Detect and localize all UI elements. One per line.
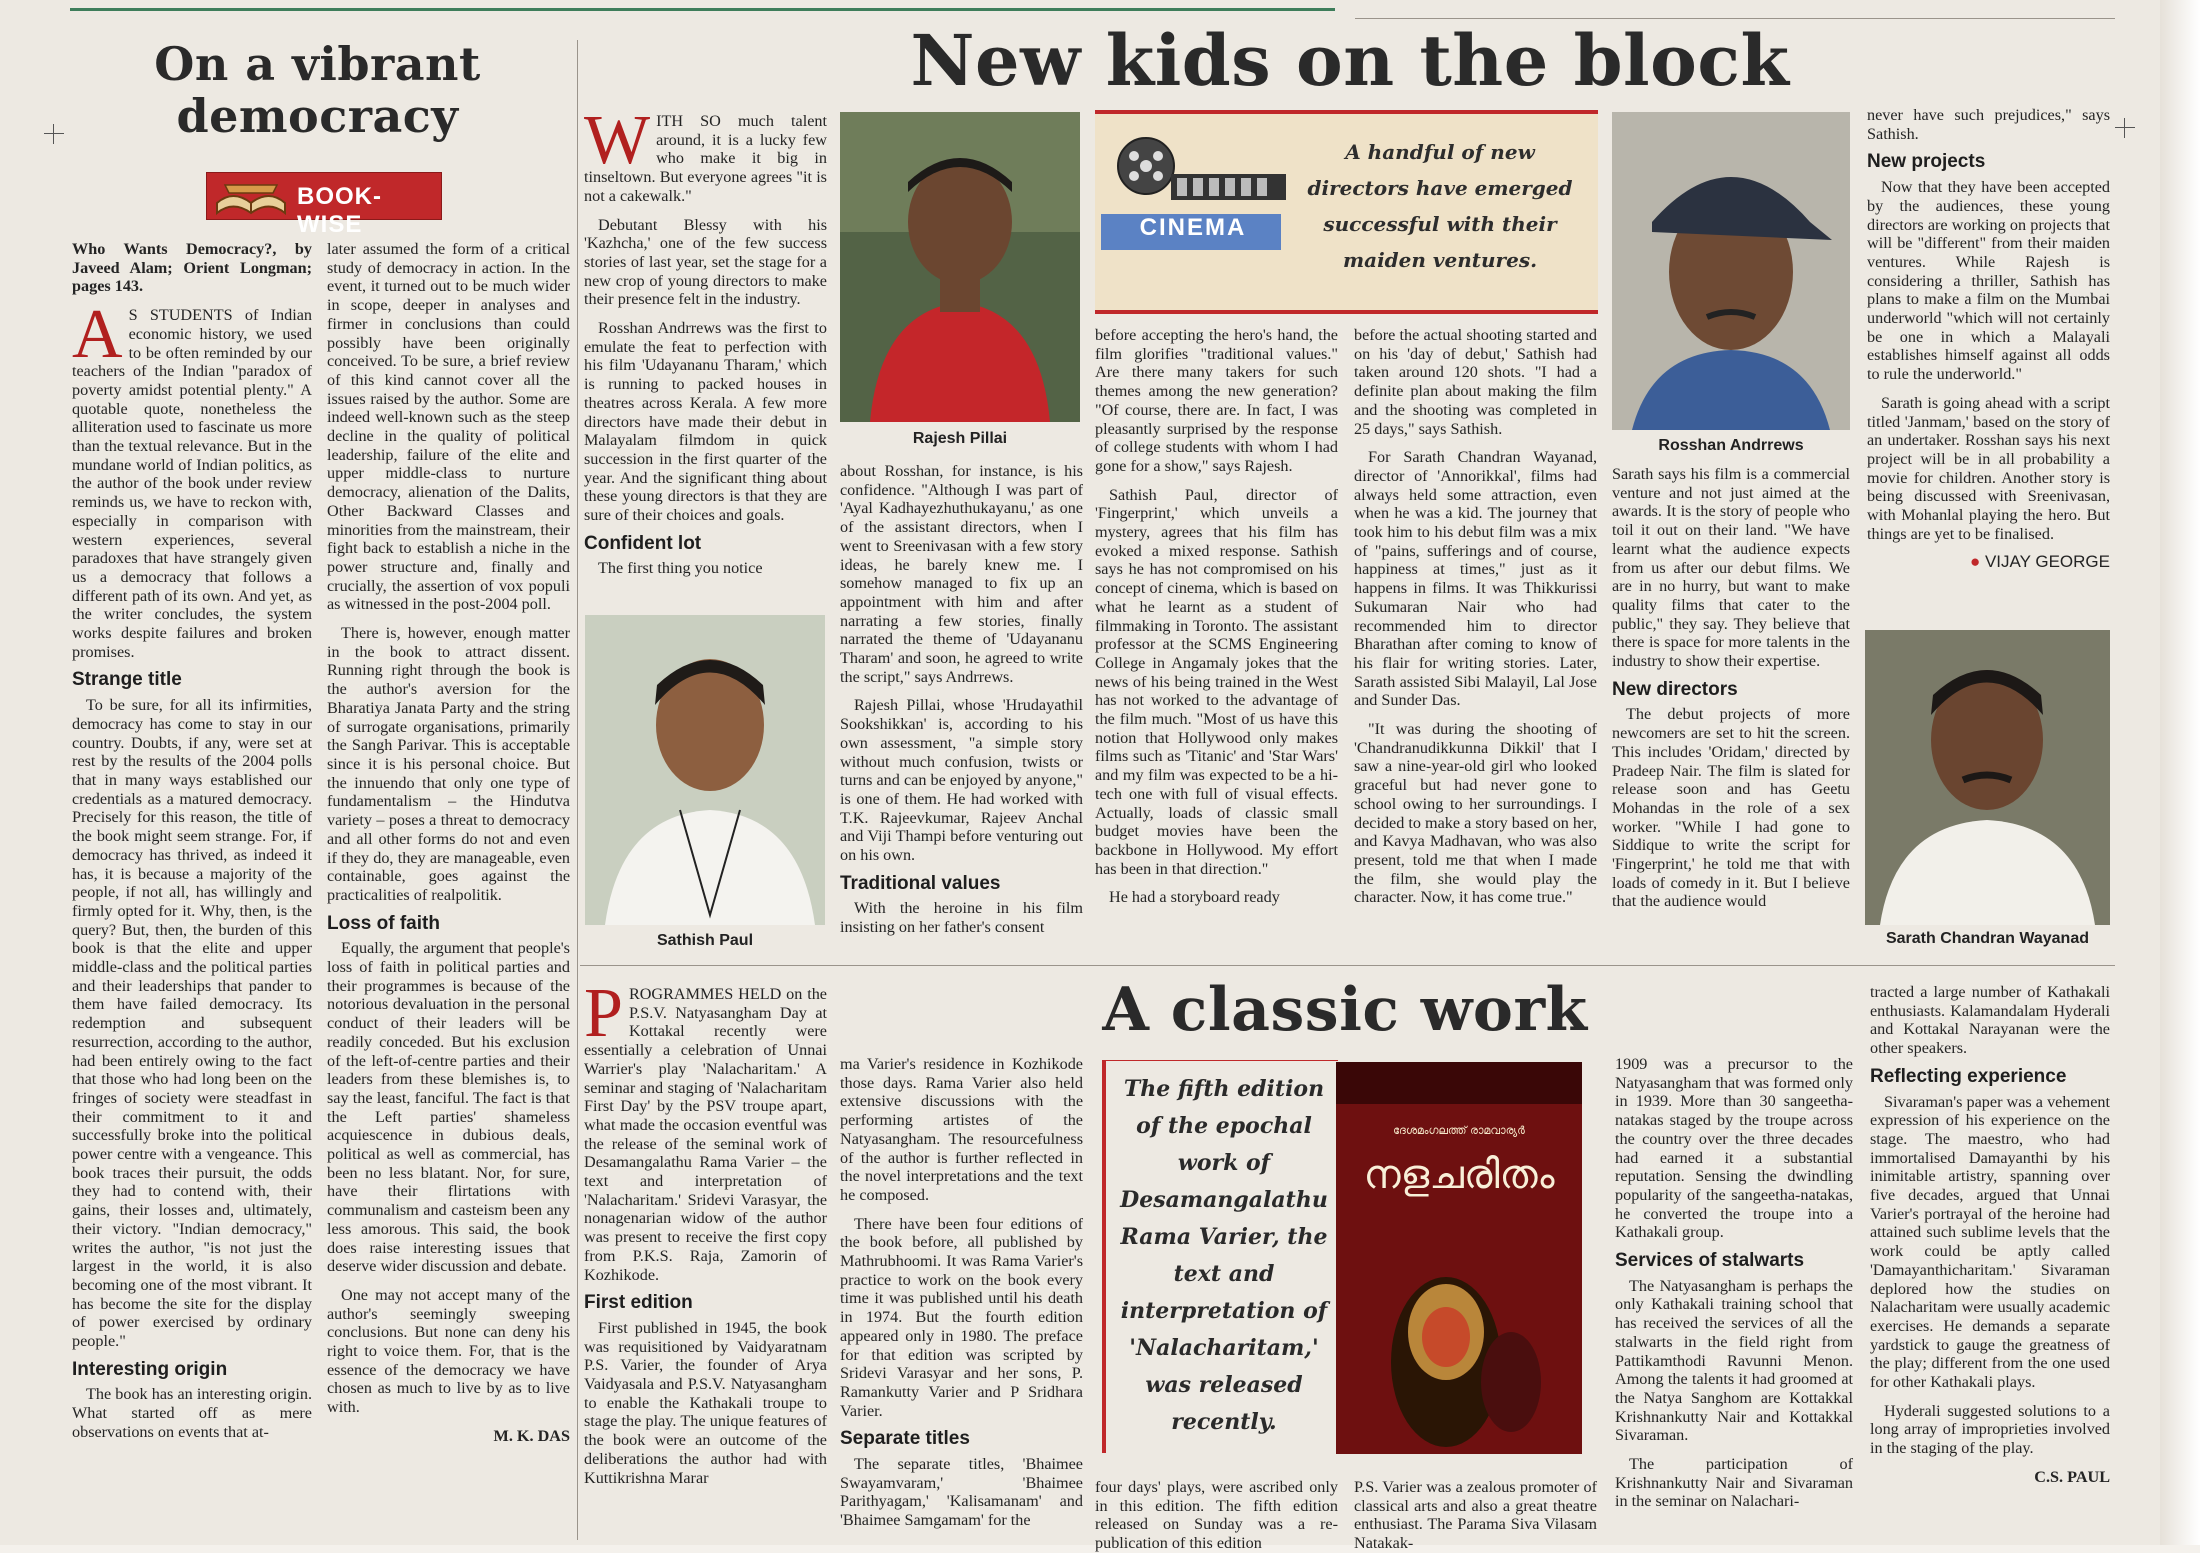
portrait-image [840,112,1080,422]
paragraph: The Natyasangham is perhaps the only Kathakali training school that has received the services of all the stalwarts in the field right from Pattikamthodi Ravunni Menon. Among the talents it had groomed at the Natya Sanghom are Kottakkal Krishnankutty Nair and Kottakkal Sivaraman. [1615,1276,1853,1445]
registration-mark-left [44,124,64,144]
subhead-loss-of-faith: Loss of faith [327,912,440,934]
bottom-story-column-2 [840,1055,1083,1540]
caption-rajesh-pillai: Rajesh Pillai [912,430,1008,447]
top-story-column-1 [584,102,827,607]
left-story-headline: On a vibrant democracy [154,37,481,143]
left-story-column-2 [327,240,570,1540]
drop-cap-a: A [72,296,123,374]
photo-sathish-paul [585,615,825,925]
bottom-story-column-3 [1095,1478,1338,1553]
paragraph: four days' plays, were ascribed only in this edition. The fifth edition released on Sunday was a re-publication of this edition [1095,1478,1338,1553]
subhead-services-of-stalwarts: Services of stalwarts [1615,1250,1805,1272]
book-cover-title: നളചരിതം [1363,1152,1555,1198]
book-cover-nalacharitam [1336,1062,1582,1454]
portrait-image [585,615,825,925]
drop-cap-p: P [584,975,623,1052]
paragraph: He had a storyboard ready [1109,888,1280,907]
paragraph: Sarath is going ahead with a script titled 'Janmam,' based on the story of an undertaker. Rosshan says his next project will be in all probability a movie for children. Another story is being discussed with Sreenivasan, with Mohanlal playing the hero. But things are yet to be finalised. [1867,393,2110,543]
subhead-separate-titles: Separate titles [840,1428,970,1450]
drop-cap-w: W [584,102,651,179]
subhead-new-projects: New projects [1867,151,1986,173]
top-story-column-4 [1354,326,1597,954]
column-rule [577,40,578,1540]
bottom-story-headline: A classic work [1102,975,1588,1045]
paragraph: Rosshan Andrrews was the first to emulate the feat to perfection with his film 'Udayananu Tharam,' which is running to packed houses in theatres across Kerala. A few more directors have made their debut in Malayalam filmdom in quick succession in the first quarter of the year. And the significant thing about these young directors is that they are sure of their choices and goals. [584,319,827,525]
photo-rosshan-andrrews [1612,112,1850,430]
paragraph: One may not accept many of the author's seemingly sweeping conclusions. But none can deny his right to voice them. For, that is the essence of the democracy we have chosen as much to live by as to live with. [327,1285,570,1417]
photo-sarath-chandran-wayanad [1865,630,2110,925]
book-info: Who Wants Democracy?, by Javeed Alam; Orient Longman; pages 143. [72,240,312,296]
section-rule [580,965,2115,966]
paragraph: Debutant Blessy with his 'Kazhcha,' one of the few success stories of last year, set the stage for a new crop of young directors to make their presence felt in the industry. [584,215,827,309]
book-wise-badge [206,172,442,238]
paragraph: The book has an interesting origin. What started off as mere observations on events that at- [72,1385,312,1441]
paragraph: Sivaraman's paper was a vehement expression of his experience on the stage. The maestro, who had immortalised Damayanthi by his inimitable artistry, spanning over five decades, argued that Unnai Varier's portrayal of the heroine had attained such sublime levels that the work could be aptly called 'Damayanthicharitam.' Sivaraman deplored how the studies on Nalacharitam were usually academic exercises. He demands a separate yardstick to gauge the greatness of the play; different from the one used for other Kathakali plays. [1870,1092,2110,1392]
byline: C.S. PAUL [2034,1467,2110,1486]
paragraph: tracted a large number of Kathakali enthusiasts. Kalamandalam Hyderali and Kottakal Narayanan were the other speakers. [1870,983,2110,1058]
pull-quote-box [1102,1060,1338,1453]
subhead-traditional-values: Traditional values [840,872,1001,894]
bottom-story-column-6 [1870,983,2110,1540]
bottom-story-column-4 [1615,1055,1853,1540]
page-edge [2160,0,2200,1545]
book-wise-label: BOOK-WISE [297,183,382,238]
paragraph: ROGRAMMES HELD on the P.S.V. Natyasangham Day at Kottakal recently were essentially a celebration of Unnai Warrier's play 'Nalacharitam.' A seminar and staging of 'Nalacharitam First Day' by the PSV troupe apart, what made the occasion eventful was the release of the seminal work of Desamangalathu Rama Varier – the text and interpretation of 'Nalacharitam.' Sridevi Varasyar, the nonagenarian widow of the author was present to receive the first copy from P.K.S. Raja, Zamorin of Kozhikode. [584,985,827,1284]
top-story-column-2 [840,462,1083,952]
paragraph: ma Varier's residence in Kozhikode those days. Rama Varier also held extensive discussions with the performing artistes of the Natyasangham. The resourcefulness of the author is further reflected in the novel interpretations and the text he composed. [840,1055,1083,1204]
paragraph: about Rosshan, for instance, is his confidence. "Although I was part of 'Ayal Kadhayezhuthukayanu,' as one of the assistant directors, when I went to Sreenivasan with a few story ideas, he barely knew me. I somehow managed to fix up an appointment with him and after narrating a few stories, finally narrated the theme of 'Udayananu Tharam' and soon, he agreed to write the script," says Andrrews. [840,462,1083,686]
byline-text: VIJAY GEORGE [1984,552,2110,572]
paragraph: Sarath says his film is a commercial venture and not just aimed at the awards. It is the story of people who toil it out on their land. "We have learnt what the audience expects from us after our debut films. We are in no hurry, but want to make quality films that cater to the public," they say. They believe that there is space for more talents in the industry to show their expertise. [1612,465,1850,671]
paragraph: The debut projects of more newcomers are set to hit the screen. This includes 'Oridam,' directed by Pradeep Nair. The film is slated for release soon and has Geetu Mohandas in the role of a sex worker. "While I had gone to Siddique to write the script for 'Fingerprint,' he told me that with loads of comedy in it. But I believe that the audience would [1612,705,1850,911]
paragraph: before the actual shooting started and on his 'day of debut,' Sathish had taken around 120 shots. "I had a definite plan about making the film and the shooting was completed in 25 days," says Sathish. [1354,326,1597,438]
photo-rajesh-pillai [840,112,1080,422]
top-story-column-6 [1867,106,2110,618]
paragraph: Hyderali suggested solutions to a long array of improprieties involved in the staging of the play. [1870,1401,2110,1458]
top-story-headline: New kids on the block [910,19,1790,102]
subhead-interesting-origin: Interesting origin [72,1358,228,1380]
book-cover-image [1336,1062,1582,1454]
subhead-confident-lot: Confident lot [584,532,702,554]
paragraph: P.S. Varier was a zealous promoter of classical arts and also a great theatre enthusiast. The Parama Siva Vilasam Natakak- [1354,1478,1597,1553]
paragraph: There have been four editions of the book before, all published by Mathrubhoomi. It was Rama Varier's practice to work on the book every time it was published until his death in 1974. But the fourth edition appeared only in 1980. The preface for that edition was scripted by Sridevi Varasyar and her sons, P. Ramankutty Varier and P Sridhara Varier. [840,1214,1083,1420]
paragraph: ITH SO much talent around, it is a lucky few who make it big in tinseltown. But everyone agrees "it is not a cakewalk." [584,112,827,205]
portrait-image [1865,630,2110,925]
bottom-story-column-5 [1354,1478,1597,1553]
paragraph: Rajesh Pillai, whose 'Hrudayathil Sookshikkan' is, according to his own assessment, "a simple story without much confusion, twists or turns and can be enjoyed by anyone," is one of them. He had worked with T.K. Rajeevkumar, Rajeev Anchal and Viji Thampi before venturing out on his own. [840,696,1083,865]
caption-rosshan-andrrews: Rosshan Andrrews [1658,437,1804,454]
paragraph: The separate titles, 'Bhaimee Swayamvaram,' 'Bhaimee Parithyagam,' 'Kalisamanam' and 'Bhaimee Samgamam' for the [840,1455,1083,1530]
subhead-strange-title: Strange title [72,669,182,691]
registration-mark-right [2115,118,2135,138]
left-story-column-1 [72,240,312,1540]
cinema-label: CINEMA [1139,214,1247,241]
top-story-column-5 [1612,465,1850,955]
paragraph: never have such prejudices," says Sathish. [1867,106,2110,143]
caption-sathish-paul: Sathish Paul [656,932,754,949]
paragraph: There is, however, enough matter in the book to attract dissent. Running right through the book is the author's aversion for the Bharatiya Janata Party and the string of surrogate organisations, primarily the Sangh Parivar. This is acceptable since it is his personal choice. But the innuendo that only one type of fundamentalism – the Hindutva variety – poses a threat to democracy and all other forms do not and even if they do, they are manageable, even containable, goes against the practicalities of realpolitik. [327,624,570,904]
subhead-first-edition: First edition [584,1292,693,1314]
paragraph: With the heroine in his film insisting on her father's consent [840,899,1083,937]
subhead-reflecting-experience: Reflecting experience [1870,1065,2067,1087]
bottom-story-column-1 [584,975,827,1540]
book-cover-author: ദേശമംഗലത്ത് രാമവാര്യർ [1393,1124,1525,1137]
open-book-icon [211,173,291,219]
paragraph: before accepting the hero's hand, the film glorifies "traditional values." Are there many takers for such themes among the new generation? "Of course, there are. In fact, I was pleasantly surprised by the response of college students with whom I had gone for a show," says Rajesh. [1095,326,1338,475]
paragraph: To be sure, for all its infirmities, democracy has come to stay in our country. Doubts, if any, were set at rest by the results of the 2004 polls that in many ways established our credentials as a matured democracy. Precisely for this reason, the title of the book might seem strange. For, if democracy has thrived, as indeed it has, it is because a majority of the people, if not all, has willingly and firmly opted for it. Why, then, is the query? But, then, the burden of this book is that the elite and upper middle-class and the political parties and their leaderships that pander to them have failed democracy. Its redemption and subsequent resurrection, according to the author, had been entirely owing to the fact that those who had long been on the fringes of society were steadfast in their commitment to it and successfully broke into the political power centre with a vengeance. This book traces their pursuit, the odds they had to contend with, their gains, their losses and, ultimately, their victory. "Indian democracy," writes the author, "is not just the largest in the world, it is also becoming one of the most vibrant. It has become the site for the display of power exercised by ordinary people." [72,696,312,1351]
paragraph: First published in 1945, the book was requisitioned by Vaidyaratnam P.S. Varier, the founder of Arya Vaidyasala and P.S.V. Natyasangham to enable the Kathakali troupe to stage the play. The unique features of the book were an outcome of the deliberations the author had with Kuttikrishna Marar [584,1318,827,1487]
paragraph: later assumed the form of a critical study of democracy in action. In the event, it turned out to be much wider in scope, deeper in analyses and firmer in conclusions than could possibly have been originally conceived. To be sure, a brief review of this kind cannot cover all the issues raised by the author. Some are indeed well-known such as the steep decline in the quality of political leadership, failure of the elite and upper middle-class to nurture democracy, alienation of the Dalits, Other Backward Classes and minorities from the mainstream, their fight back to establish a niche in the power structure and, finally and crucially, the assertion of vox populi as witnessed in the post-2004 poll. [327,240,570,614]
paragraph: Sathish Paul, director of 'Fingerprint,' which unveils a mystery, agrees that his film has evoked a mixed response. Sathish says he has not compromised on his concept of cinema, which is based on what he learnt as a student of filmmaking in Toronto. The assistant professor at the SCMS Engineering College in Angamaly jokes that the news of his being trained in the West has not worked to the advantage of the film much. "Most of us have this notion that Hollywood only makes films such as 'Titanic' and 'Star Wars' and my film was expected to be a hi-tech one with full of visual effects. Actually, loads of classic small budget movies have been the backbone in Hollywood. My effort has been in that direction." [1095,485,1338,878]
subhead-new-directors: New directors [1612,678,1738,700]
top-story-column-3 [1095,326,1338,954]
pull-quote: The fifth edition of the epochal work of Desamangalathu Rama Varier, the text and interpretation of 'Nalacharitam,' was released recently. [1120,1076,1328,1435]
paragraph: 1909 was a precursor to the Natyasangham that was formed only in 1939. More than 30 sangeetha-natakas staged by the troupe across the country over the three decades had earned it a substantial reputation. Sensing the dwindling popularity of the sangeetha-natakas, he converted the troupe into a Kathakali group. [1615,1055,1853,1242]
paragraph: "It was during the shooting of 'Chandranudikkunna Dikkil' that I saw a nine-year-old girl who looked graceful but had never gone to school owing to her surroundings. I decided to make a story based on her, and Kavya Madhavan, who was also present, told me that when I made the film, she would play the character. Now, it has come true." [1354,720,1597,907]
byline: M. K. DAS [493,1426,570,1445]
paragraph: Equally, the argument that people's loss of faith in political parties and their programmes is because of the notorious devaluation in the personal conduct of their leaders will be readily conceded. But his exclusion of the left-of-centre parties and their leaders from these blemishes is, to say the least, fanciful. The fact is that the Left parties' shameless acquiescence in dubious deals, political as well as commercial, has been no less blatant. Nor, for sure, have their flirtations with communalism and casteism been any less amorous. This said, the book does raise interesting issues that deserve wider discussion and debate. [327,939,570,1276]
byline: ● VIJAY GEORGE [1969,552,2110,572]
paragraph: The first thing you notice [598,559,763,578]
paragraph: The participation of Krishnankutty Nair and Sivaraman in the seminar on Nalachari- [1615,1455,1853,1511]
strap-text: A handful of new directors have emerged successful with their maiden ventures. [1307,140,1573,272]
cinema-strap-box [1095,110,1598,314]
paragraph: Now that they have been accepted by the audiences, these young directors are working on projects that will be "different" from their maiden ventures. While Rajesh is considering a thriller, Sathish has plans to make a film on the Mumbai underworld "which will not certainly be one in which a Malayali establishes himself against all odds to rule the underworld." [1867,178,2110,384]
portrait-image [1612,112,1850,430]
paragraph: S STUDENTS of Indian economic history, we used to be often reminded by our teachers of the Indian "paradox of poverty amidst potential plenty." A quotable quote, nonetheless the alliteration used to fascinate us more than the textual relevance. But in the mundane world of Indian politics, as the author of the book under review reminds us, we have to reckon with, especially in comparison with western experiences, several paradoxes that have strangely given us a democracy that follows a different path of its own. And yet, as the writer concludes, the system works despite failures and broken promises. [72,306,312,661]
top-border-rule [70,0,1335,11]
caption-sarath-chandran-wayanad: Sarath Chandran Wayanad [1885,930,2089,947]
paragraph: For Sarath Chandran Wayanad, director of 'Annorikkal', films had always held some attraction, even when he was a kid. The journey that took him to his debut film was a mix of "pains, sufferings and of course, happiness at times," just as it happens in films. It was Thikkurissi Sukumaran Nair who had recommended him to director Bharathan after coming to know of his flair for writing stories. Later, Sarath assisted Sibi Malayil, Lal Jose and Sunder Das. [1354,448,1597,710]
